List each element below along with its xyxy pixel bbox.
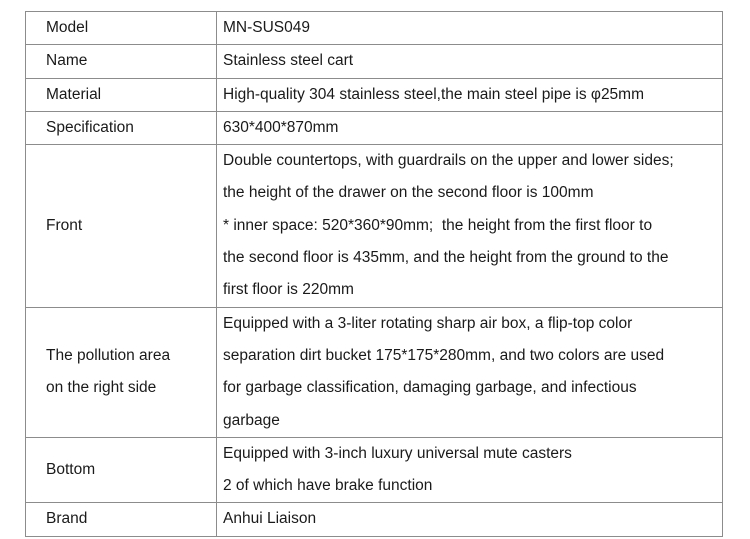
row-value-cell <box>217 12 723 45</box>
row-value-line: for garbage classification, damaging garbage, and infectious <box>223 379 637 397</box>
table-row-pollution-area <box>26 307 723 437</box>
row-value-cell <box>217 111 723 144</box>
row-value-line: the second floor is 435mm, and the height from the ground to the <box>223 249 669 267</box>
row-value-line: 2 of which have brake function <box>223 477 433 495</box>
row-value: MN-SUS049 <box>223 19 310 36</box>
row-label: Name <box>46 52 88 70</box>
row-value: 630*400*870mm <box>223 118 339 136</box>
row-value-cell <box>217 145 723 307</box>
table-row-material <box>26 78 723 111</box>
row-value-cell <box>217 45 723 78</box>
table-row-model <box>26 12 723 45</box>
row-value-cell <box>217 437 723 503</box>
table-row-specification <box>26 111 723 144</box>
row-label: Brand <box>46 510 88 528</box>
row-label: Front <box>46 216 83 234</box>
spec-table <box>25 11 723 537</box>
row-value-line: garbage <box>223 411 280 429</box>
row-value-line: * inner space: 520*360*90mm; the height from the first floor to <box>223 216 653 234</box>
table-row-bottom <box>26 437 723 503</box>
row-label-cell <box>26 12 217 45</box>
row-label-cell <box>26 145 217 307</box>
row-label-cell <box>26 437 217 503</box>
row-value: High-quality 304 stainless steel,the main steel pipe is φ25mm <box>223 85 645 103</box>
row-value-line: separation dirt bucket 175*175*280mm, and two colors are used <box>223 346 665 364</box>
row-label-cell <box>26 503 217 536</box>
row-value-line: Equipped with a 3-liter rotating sharp air box, a flip-top color <box>223 314 633 332</box>
table-row-name <box>26 45 723 78</box>
table-row-front <box>26 145 723 307</box>
row-label-cell <box>26 45 217 78</box>
row-label: Bottom <box>46 461 96 478</box>
row-label: Material <box>46 85 102 103</box>
row-label-cell <box>26 307 217 437</box>
row-value-cell <box>217 503 723 536</box>
row-value-cell <box>217 78 723 111</box>
row-value: Stainless steel cart <box>223 52 354 70</box>
row-label-cell <box>26 78 217 111</box>
row-value-line: the height of the drawer on the second floor is 100mm <box>223 184 594 202</box>
spec-table-body <box>26 12 723 537</box>
row-label-line: The pollution area <box>46 346 171 364</box>
row-value-cell <box>217 307 723 437</box>
row-value-line: first floor is 220mm <box>223 281 354 299</box>
row-value: Anhui Liaison <box>223 510 317 528</box>
row-label-cell <box>26 111 217 144</box>
row-label: Specification <box>46 118 134 136</box>
row-value-line: Equipped with 3-inch luxury universal mute casters <box>223 444 572 462</box>
table-row-brand <box>26 503 723 536</box>
row-value-line: Double countertops, with guardrails on the upper and lower sides; <box>223 152 674 170</box>
row-label-line: on the right side <box>46 379 157 397</box>
row-label: Model <box>46 19 89 36</box>
